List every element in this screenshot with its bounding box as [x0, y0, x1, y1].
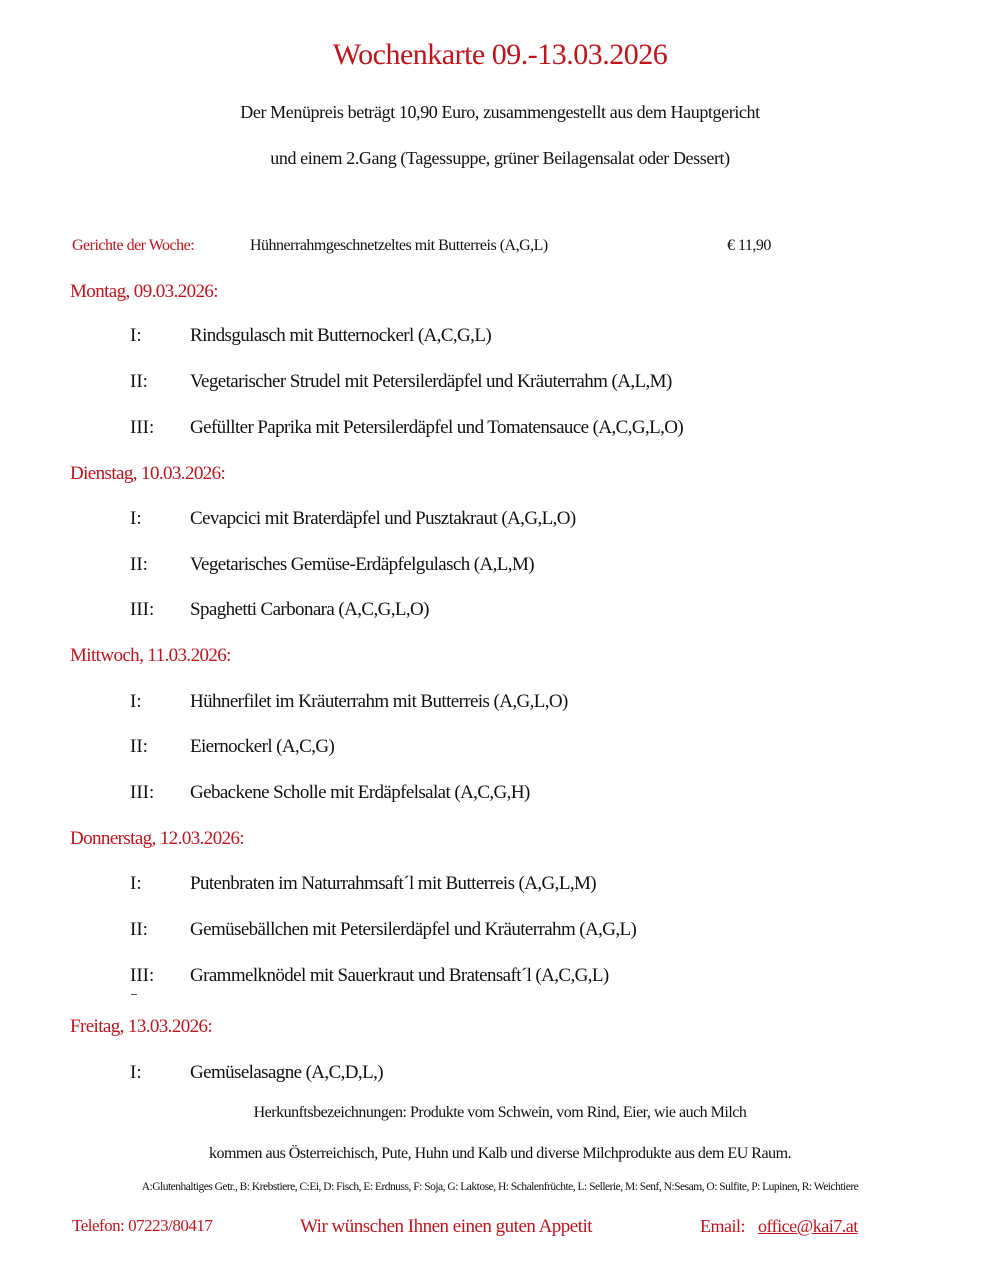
- dish-item: Spaghetti Carbonara (A,C,G,L,O): [190, 599, 429, 620]
- dish-item: Gemüselasagne (A,C,D,L,): [190, 1062, 383, 1083]
- dish-item: Eiernockerl (A,C,G): [190, 736, 335, 757]
- item-number: II:: [130, 736, 148, 757]
- page-title: Wochenkarte 09.-13.03.2026: [332, 38, 668, 71]
- item-number: III:: [130, 417, 155, 438]
- dish-item: Hühnerfilet im Kräuterrahm mit Butterreis (A,G,L,O): [190, 691, 568, 712]
- item-number: II:: [130, 554, 148, 575]
- phone-number: Telefon: 07223/80417: [72, 1216, 213, 1235]
- item-number: III:: [130, 965, 155, 986]
- origin-info: Herkunftsbezeichnungen: Produkte vom Schwein, vom Rind, Eier, wie auch Milch: [253, 1104, 747, 1121]
- dish-item: Putenbraten im Naturrahmsaft´l mit Butterreis (A,G,L,M): [190, 873, 597, 894]
- dish-item: Gebackene Scholle mit Erdäpfelsalat (A,C,G,H): [190, 782, 530, 803]
- item-number: II:: [130, 919, 148, 940]
- day-heading-donnerstag: Donnerstag, 12.03.2026:: [70, 828, 245, 849]
- menu-price-info-cont: und einem 2.Gang (Tagessuppe, grüner Beilagensalat oder Dessert): [270, 148, 730, 168]
- dish-item: Gefüllter Paprika mit Petersilerdäpfel und Tomatensauce (A,C,G,L,O): [190, 417, 684, 438]
- menu-price-info: Der Menüpreis beträgt 10,90 Euro, zusammengestellt aus dem Hauptgericht: [240, 102, 760, 122]
- item-number: III:: [130, 599, 155, 620]
- weekly-dish-price: € 11,90: [727, 237, 771, 254]
- stray-mark: [131, 994, 137, 995]
- appetite-wish: Wir wünschen Ihnen einen guten Appetit: [300, 1216, 593, 1237]
- item-number: I:: [130, 1062, 142, 1083]
- item-number: II:: [130, 371, 148, 392]
- item-number: III:: [130, 782, 155, 803]
- day-heading-freitag: Freitag, 13.03.2026:: [70, 1016, 213, 1037]
- email-label: Email:: [700, 1216, 745, 1236]
- item-number: I:: [130, 325, 142, 346]
- day-heading-mittwoch: Mittwoch, 11.03.2026:: [70, 645, 231, 666]
- day-heading-dienstag: Dienstag, 10.03.2026:: [70, 463, 226, 484]
- dish-item: Cevapcici mit Braterdäpfel und Pusztakraut (A,G,L,O): [190, 508, 576, 529]
- email-link[interactable]: office@kai7.at: [758, 1216, 858, 1236]
- day-heading-montag: Montag, 09.03.2026:: [70, 281, 218, 302]
- item-number: I:: [130, 691, 142, 712]
- dish-item: Vegetarischer Strudel mit Petersilerdäpfel und Kräuterrahm (A,L,M): [190, 371, 672, 392]
- origin-info-cont: kommen aus Österreichisch, Pute, Huhn und Kalb und diverse Milchprodukte aus dem EU Raum.: [208, 1145, 792, 1162]
- item-number: I:: [130, 508, 142, 529]
- dish-item: Vegetarisches Gemüse-Erdäpfelgulasch (A,L,M): [190, 554, 534, 575]
- weekly-dish-label: Gerichte der Woche:: [72, 237, 195, 254]
- allergen-legend: A:Glutenhaltiges Getr., B: Krebstiere, C:Ei, D: Fisch, E: Erdnuss, F: Soja, G: Laktose, H: Schalenfrüchte, L: Sellerie, M: Senf, N:Sesam, O: Sulfite, P: Lupinen, R: Weichtiere: [141, 1181, 859, 1193]
- dish-item: Rindsgulasch mit Butternockerl (A,C,G,L): [190, 325, 492, 346]
- item-number: I:: [130, 873, 142, 894]
- dish-item: Gemüsebällchen mit Petersilerdäpfel und Kräuterrahm (A,G,L): [190, 919, 637, 940]
- weekly-dish: Hühnerrahmgeschnetzeltes mit Butterreis (A,G,L): [250, 237, 548, 254]
- dish-item: Grammelknödel mit Sauerkraut und Bratensaft´l (A,C,G,L): [190, 965, 609, 986]
